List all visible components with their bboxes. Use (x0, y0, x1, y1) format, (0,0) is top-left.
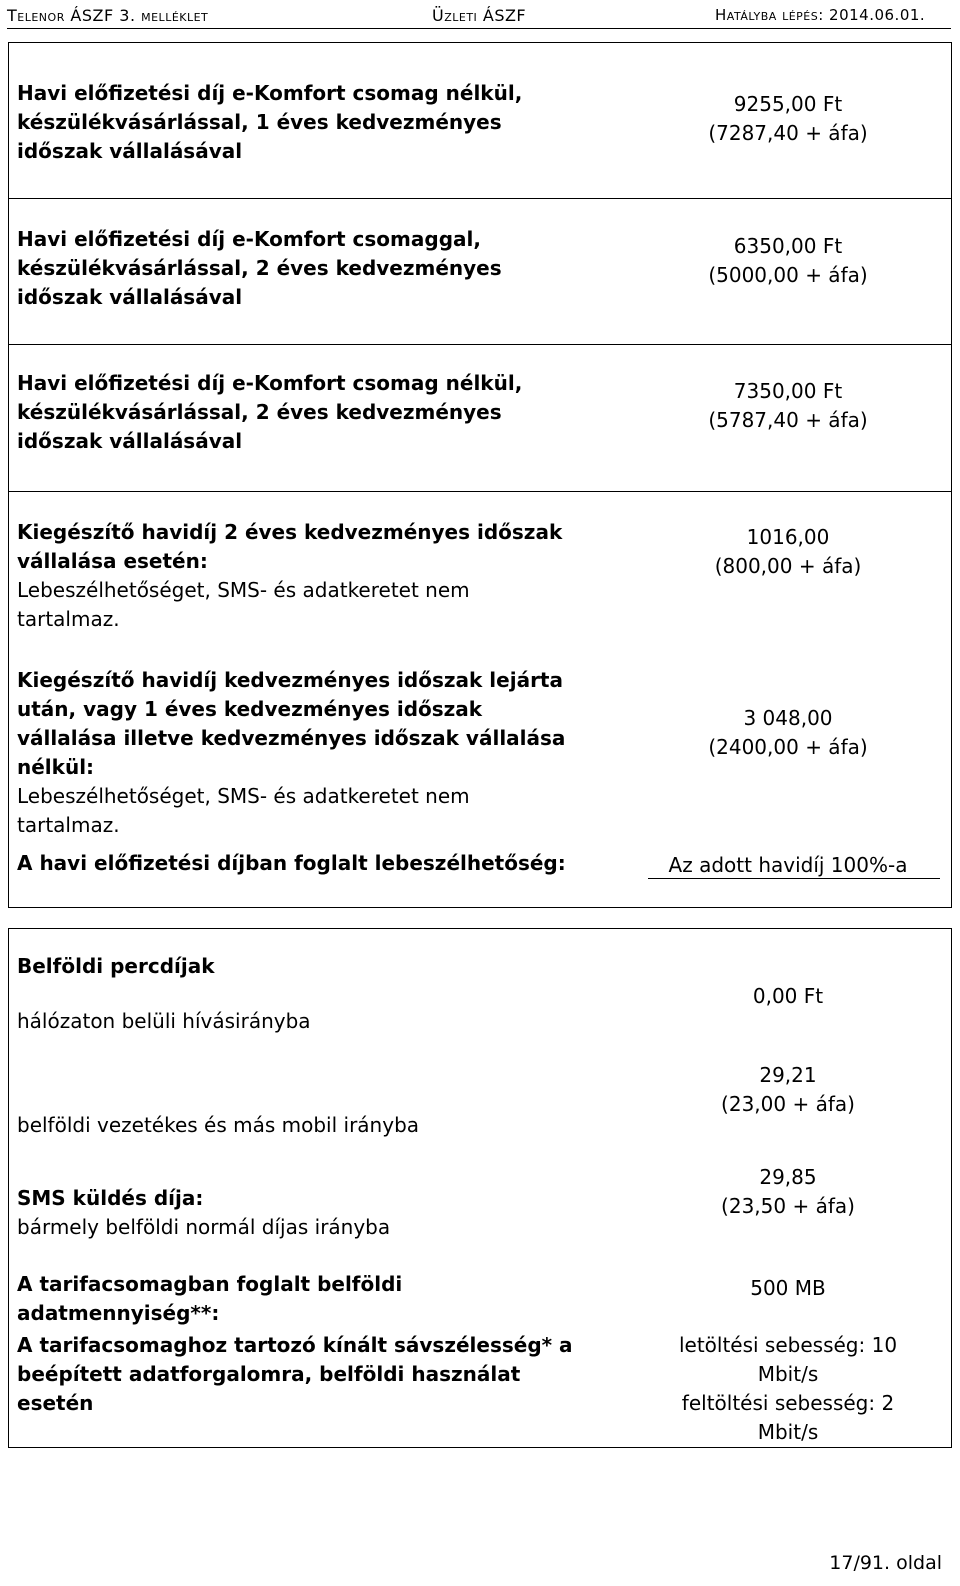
header-rule (7, 28, 951, 29)
fee-row-1-value: 9255,00 Ft (7287,40 + áfa) (708, 92, 868, 145)
page-header (0, 0, 960, 30)
other-network-label: belföldi vezetékes és más mobil irányba (17, 1113, 420, 1137)
fee-row-1-label: Havi előfizetési díj e-Komfort csomag nélkül, készülékvásárlással, 1 éves kedvezményes időszak vállalásával (17, 81, 523, 163)
addon-fee-2year-value: 1016,00 (800,00 + áfa) (714, 525, 862, 578)
bandwidth-value: letöltési sebesség: 10 Mbit/s feltöltési sebesség: 2 Mbit/s (678, 1333, 898, 1444)
in-network-label: hálózaton belüli hívásirányba (17, 1009, 311, 1033)
header-effective-date: Hatályba lépés: 2014.06.01. (715, 6, 926, 24)
domestic-rates-title: Belföldi percdíjak (17, 954, 215, 978)
included-talktime-label: A havi előfizetési díjban foglalt lebeszélhetőség: (17, 851, 566, 875)
header-document-title: Telenor ÁSZF 3. melléklet (7, 6, 209, 25)
addon-fee-2year-label: Kiegészítő havidíj 2 éves kedvezményes időszak vállalása esetén: Lebeszélhetőséget, SMS- és adatkeretet nem tartalmaz. (17, 520, 563, 631)
data-amount-value: 500 MB (750, 1276, 826, 1300)
fee-row-2-value: 6350,00 Ft (5000,00 + áfa) (708, 234, 868, 287)
other-network-value: 29,21 (23,00 + áfa) (721, 1063, 855, 1116)
sms-label: SMS küldés díja: bármely belföldi normál díjas irányba (17, 1186, 391, 1239)
sms-value: 29,85 (23,50 + áfa) (721, 1165, 855, 1218)
row-divider (8, 491, 952, 492)
value-underline (648, 878, 940, 879)
in-network-value: 0,00 Ft (752, 984, 824, 1008)
data-amount-label: A tarifacsomagban foglalt belföldi adatmennyiség**: (17, 1272, 403, 1325)
fee-row-3-label: Havi előfizetési díj e-Komfort csomag nélkül, készülékvásárlással, 2 éves kedvezményes időszak vállalásával (17, 371, 523, 453)
header-section-title: Üzleti ÁSZF (432, 6, 527, 25)
fee-row-2-label: Havi előfizetési díj e-Komfort csomaggal, készülékvásárlással, 2 éves kedvezményes időszak vállalásával (17, 227, 502, 309)
bandwidth-label: A tarifacsomaghoz tartozó kínált sávszélesség* a beépített adatforgalomra, belföldi használat esetén (17, 1333, 573, 1415)
fee-row-3-value: 7350,00 Ft (5787,40 + áfa) (708, 379, 868, 432)
addon-fee-other-value: 3 048,00 (2400,00 + áfa) (708, 706, 868, 759)
row-divider (8, 344, 952, 345)
addon-fee-other-label: Kiegészítő havidíj kedvezményes időszak lejárta után, vagy 1 éves kedvezményes időszak vállalása illetve kedvezményes időszak vállalása nélkül: Lebeszélhetőséget, SMS- és adatkeretet nem tartalmaz. (17, 668, 566, 837)
included-talktime-value: Az adott havidíj 100%-a (668, 853, 908, 877)
row-divider (8, 198, 952, 199)
page-number: 17/91. oldal (829, 1552, 942, 1574)
